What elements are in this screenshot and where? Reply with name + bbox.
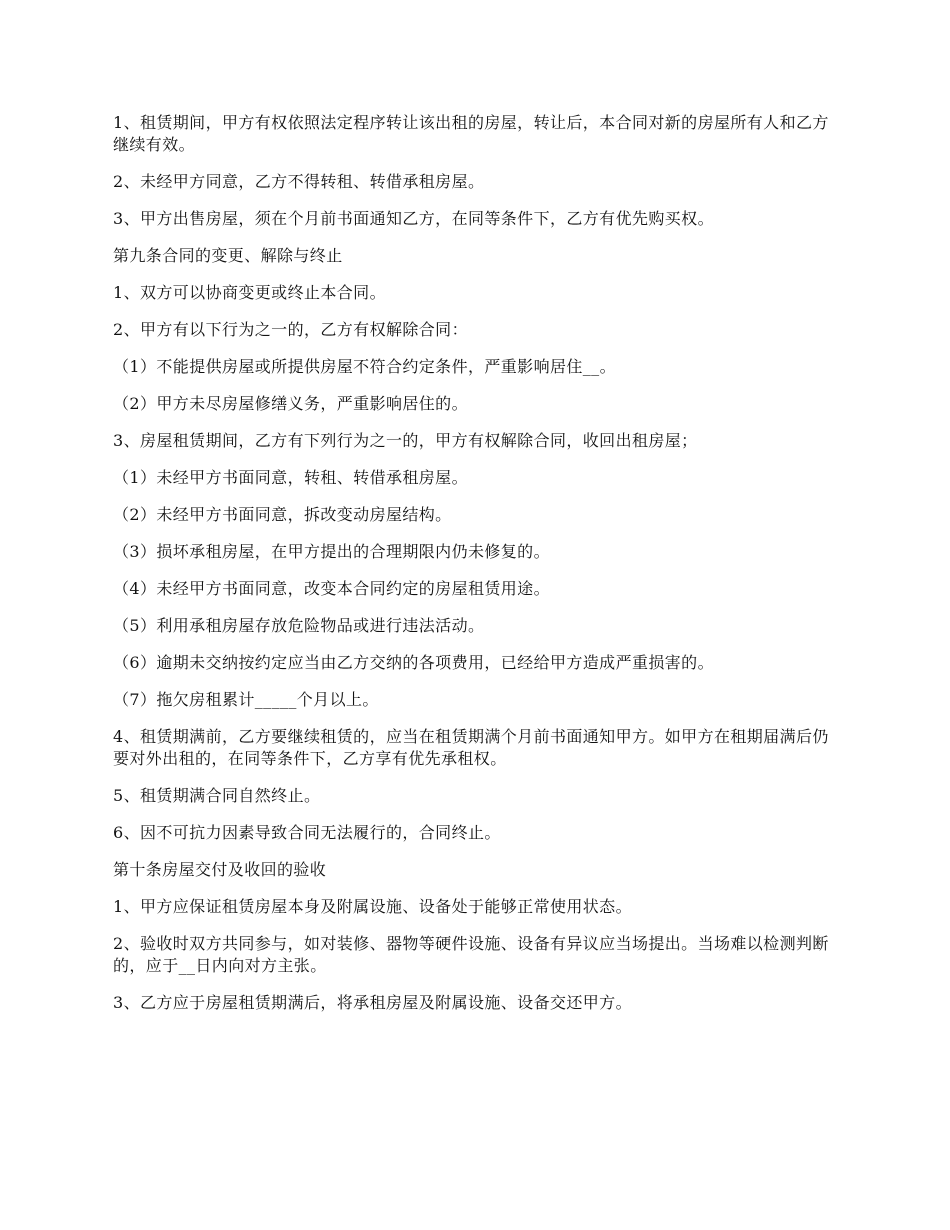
paragraph-clause-9-4: 4、租赁期满前，乙方要继续租赁的，应当在租赁期满个月前书面通知甲方。如甲方在租期届满后仍要对外出租的，在同等条件下，乙方享有优先承租权。 xyxy=(113,727,829,768)
paragraph-clause-9-3-item-3: （3）损坏承租房屋，在甲方提出的合理期限内仍未修复的。 xyxy=(113,542,550,561)
paragraph-clause-8-3: 3、甲方出售房屋，须在个月前书面通知乙方，在同等条件下，乙方有优先购买权。 xyxy=(113,209,714,228)
paragraph-clause-9-3-item-6: （6）逾期未交纳按约定应当由乙方交纳的各项费用，已经给甲方造成严重损害的。 xyxy=(113,653,714,672)
paragraph-clause-9-3-item-1: （1）未经甲方书面同意，转租、转借承租房屋。 xyxy=(113,468,468,487)
paragraph-clause-9-6: 6、因不可抗力因素导致合同无法履行的，合同终止。 xyxy=(113,823,501,842)
paragraph-clause-9-2-item-2: （2）甲方未尽房屋修缮义务，严重影响居住的。 xyxy=(113,394,468,413)
paragraph-clause-9-2: 2、甲方有以下行为之一的，乙方有权解除合同： xyxy=(113,320,468,339)
paragraph-clause-9-3-item-2: （2）未经甲方书面同意，拆改变动房屋结构。 xyxy=(113,505,452,524)
section-heading-article-10: 第十条房屋交付及收回的验收 xyxy=(113,860,327,879)
paragraph-clause-9-1: 1、双方可以协商变更或终止本合同。 xyxy=(113,283,386,302)
paragraph-clause-9-3-item-5: （5）利用承租房屋存放危险物品或进行违法活动。 xyxy=(113,616,485,635)
section-heading-article-9: 第九条合同的变更、解除与终止 xyxy=(113,246,343,265)
paragraph-clause-9-3-item-4: （4）未经甲方书面同意，改变本合同约定的房屋租赁用途。 xyxy=(113,579,550,598)
paragraph-clause-10-2: 2、验收时双方共同参与，如对装修、器物等硬件设施、设备有异议应当场提出。当场难以检测判断的，应于__日内向对方主张。 xyxy=(113,934,829,975)
paragraph-clause-10-1: 1、甲方应保证租赁房屋本身及附属设施、设备处于能够正常使用状态。 xyxy=(113,897,632,916)
document-body xyxy=(113,112,833,1029)
paragraph-clause-9-5: 5、租赁期满合同自然终止。 xyxy=(113,786,321,805)
paragraph-clause-9-3: 3、房屋租赁期间，乙方有下列行为之一的，甲方有权解除合同，收回出租房屋； xyxy=(113,431,698,450)
paragraph-clause-9-2-item-1: （1）不能提供房屋或所提供房屋不符合约定条件，严重影响居住__。 xyxy=(113,357,616,376)
paragraph-clause-10-3: 3、乙方应于房屋租赁期满后，将承租房屋及附属设施、设备交还甲方。 xyxy=(113,993,632,1012)
paragraph-clause-9-3-item-7: （7）拖欠房租累计_____个月以上。 xyxy=(113,690,379,709)
paragraph-clause-8-2: 2、未经甲方同意，乙方不得转租、转借承租房屋。 xyxy=(113,172,485,191)
paragraph-clause-8-1: 1、租赁期间，甲方有权依照法定程序转让该出租的房屋，转让后，本合同对新的房屋所有人和乙方继续有效。 xyxy=(113,113,829,154)
